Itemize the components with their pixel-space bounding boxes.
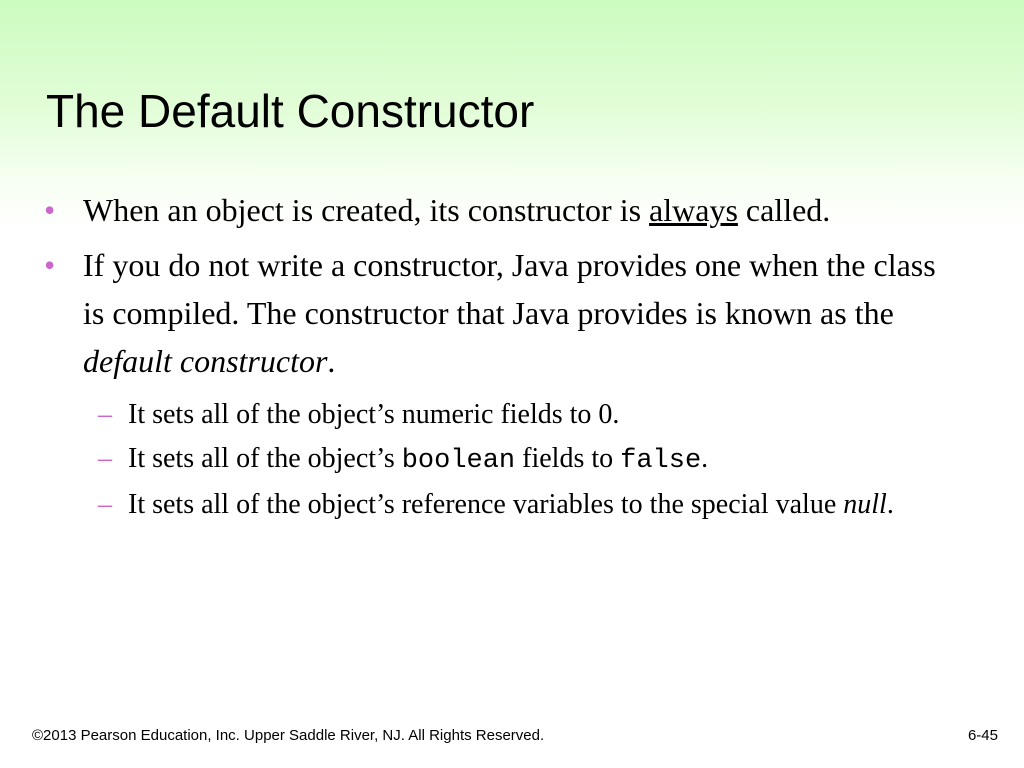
sub-bullet-marker: –: [98, 489, 112, 520]
sub-bullet-text: It sets all of the object’s: [128, 443, 402, 474]
bullet-marker: •: [44, 192, 56, 228]
sub-bullet-emphasis-null: null: [843, 489, 887, 520]
sub-bullet-text: It sets all of the object’s numeric fields to 0.: [128, 399, 620, 430]
footer-copyright: ©2013 Pearson Education, Inc. Upper Saddle River, NJ. All Rights Reserved.: [32, 727, 545, 744]
bullet-text: When an object is created, its constructor is: [83, 192, 650, 228]
sub-bullet-text: .: [701, 443, 709, 474]
bullet-list: [0, 186, 1024, 534]
bullet-item-1: [0, 186, 1024, 234]
sub-bullet-item-1: [0, 393, 964, 437]
code-boolean: boolean: [401, 446, 516, 476]
slide-number: 6-45: [967, 727, 998, 744]
bullet-marker: •: [44, 247, 56, 283]
sub-bullet-text: fields to: [515, 443, 621, 474]
sub-bullet-marker: –: [98, 443, 112, 474]
code-false: false: [620, 446, 702, 476]
bullet-text: called.: [737, 192, 831, 228]
sub-bullet-item-3: [0, 483, 964, 527]
sub-bullet-marker: –: [98, 399, 112, 430]
sub-bullet-text: It sets all of the object’s reference variables to the special value: [128, 489, 844, 520]
bullet-item-2: [0, 241, 1024, 527]
bullet-emphasis-always: always: [649, 192, 738, 228]
bullet-text: If you do not write a constructor, Java provides one when the class is compiled. The constructor that Java provides is known as the: [83, 247, 936, 331]
sub-bullet-text: .: [886, 489, 894, 520]
slide-title: The Default Constructor: [46, 85, 535, 137]
sub-bullet-list: [83, 393, 964, 527]
bullet-emphasis-default-constructor: default constructor: [83, 343, 328, 379]
bullet-text: .: [327, 343, 336, 379]
sub-bullet-item-2: [0, 437, 964, 483]
